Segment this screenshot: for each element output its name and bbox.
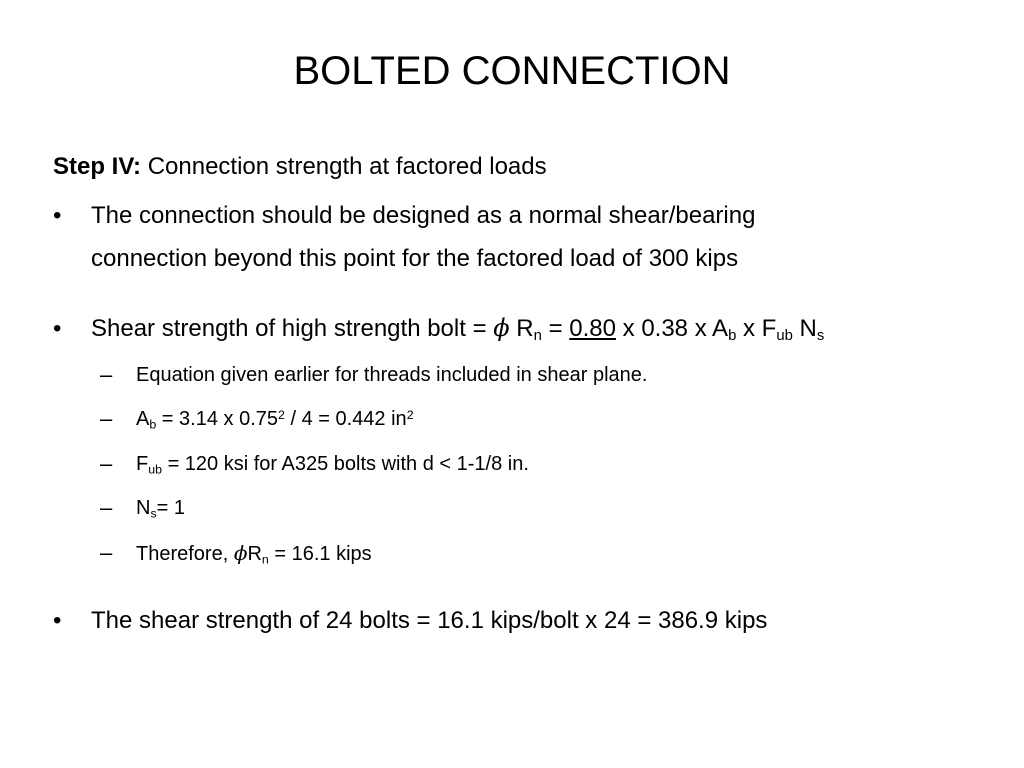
therefore-text: Therefore, bbox=[136, 543, 234, 565]
bullet-text-line: connection beyond this point for the factored load of 300 kips bbox=[91, 245, 739, 272]
result-value: = 16.1 kips bbox=[268, 543, 372, 565]
dash-marker: – bbox=[100, 451, 113, 476]
phi-symbol: ϕ bbox=[493, 314, 510, 342]
phi-symbol: ϕ bbox=[233, 541, 248, 565]
bullet-marker: • bbox=[53, 202, 62, 229]
shear-strength-equation bbox=[91, 307, 991, 350]
subscript: n bbox=[533, 328, 542, 345]
bullet-text: The shear strength of 24 bolts = 16.1 kips/bolt x 24 = 386.9 kips bbox=[91, 607, 768, 634]
symbol-n: N bbox=[136, 497, 151, 519]
equation-f: x F bbox=[736, 315, 777, 342]
subscript: b bbox=[728, 328, 737, 345]
symbol-r: R bbox=[247, 543, 262, 565]
equation-middle: x 0.38 x A bbox=[615, 315, 729, 342]
subscript: b bbox=[149, 417, 157, 432]
subscript: s bbox=[816, 328, 825, 345]
resistance-factor: 0.80 bbox=[569, 315, 616, 342]
sub-item-text: Equation given earlier for threads included in shear plane. bbox=[136, 364, 648, 386]
subscript: ub bbox=[148, 462, 163, 477]
subscript: ub bbox=[776, 328, 793, 345]
dash-marker: – bbox=[100, 406, 113, 431]
subscript: n bbox=[261, 552, 269, 567]
step-label: Step IV: bbox=[53, 153, 142, 180]
dash-marker: – bbox=[100, 495, 113, 520]
area-result: / 4 = 0.442 in bbox=[284, 408, 407, 430]
superscript: 2 bbox=[278, 407, 285, 422]
slide-title: BOLTED CONNECTION bbox=[293, 49, 731, 93]
bullet-marker: • bbox=[53, 315, 62, 342]
sub-item-text bbox=[136, 451, 529, 477]
equation-equals: = bbox=[541, 315, 570, 342]
shear-planes-value: = 1 bbox=[156, 497, 186, 519]
superscript: 2 bbox=[406, 407, 414, 422]
step-text: Connection strength at factored loads bbox=[147, 153, 547, 180]
tensile-strength-text: = 120 ksi for A325 bolts with d < 1-1/8 in. bbox=[162, 453, 529, 475]
equation-r: R bbox=[509, 315, 534, 342]
sub-item-text bbox=[136, 540, 372, 567]
dash-marker: – bbox=[100, 540, 113, 565]
step-heading bbox=[53, 153, 547, 182]
symbol-a: A bbox=[136, 408, 150, 430]
dash-marker: – bbox=[100, 362, 113, 387]
sub-item-text bbox=[136, 495, 185, 521]
symbol-f: F bbox=[136, 453, 149, 475]
subscript: s bbox=[150, 506, 157, 521]
bullet-marker: • bbox=[53, 607, 62, 634]
sub-item-text bbox=[136, 406, 414, 432]
equation-prefix: Shear strength of high strength bolt = bbox=[91, 315, 494, 342]
area-expression: = 3.14 x 0.75 bbox=[156, 408, 279, 430]
bullet-text-line: The connection should be designed as a normal shear/bearing bbox=[91, 202, 756, 229]
equation-n: N bbox=[792, 315, 817, 342]
